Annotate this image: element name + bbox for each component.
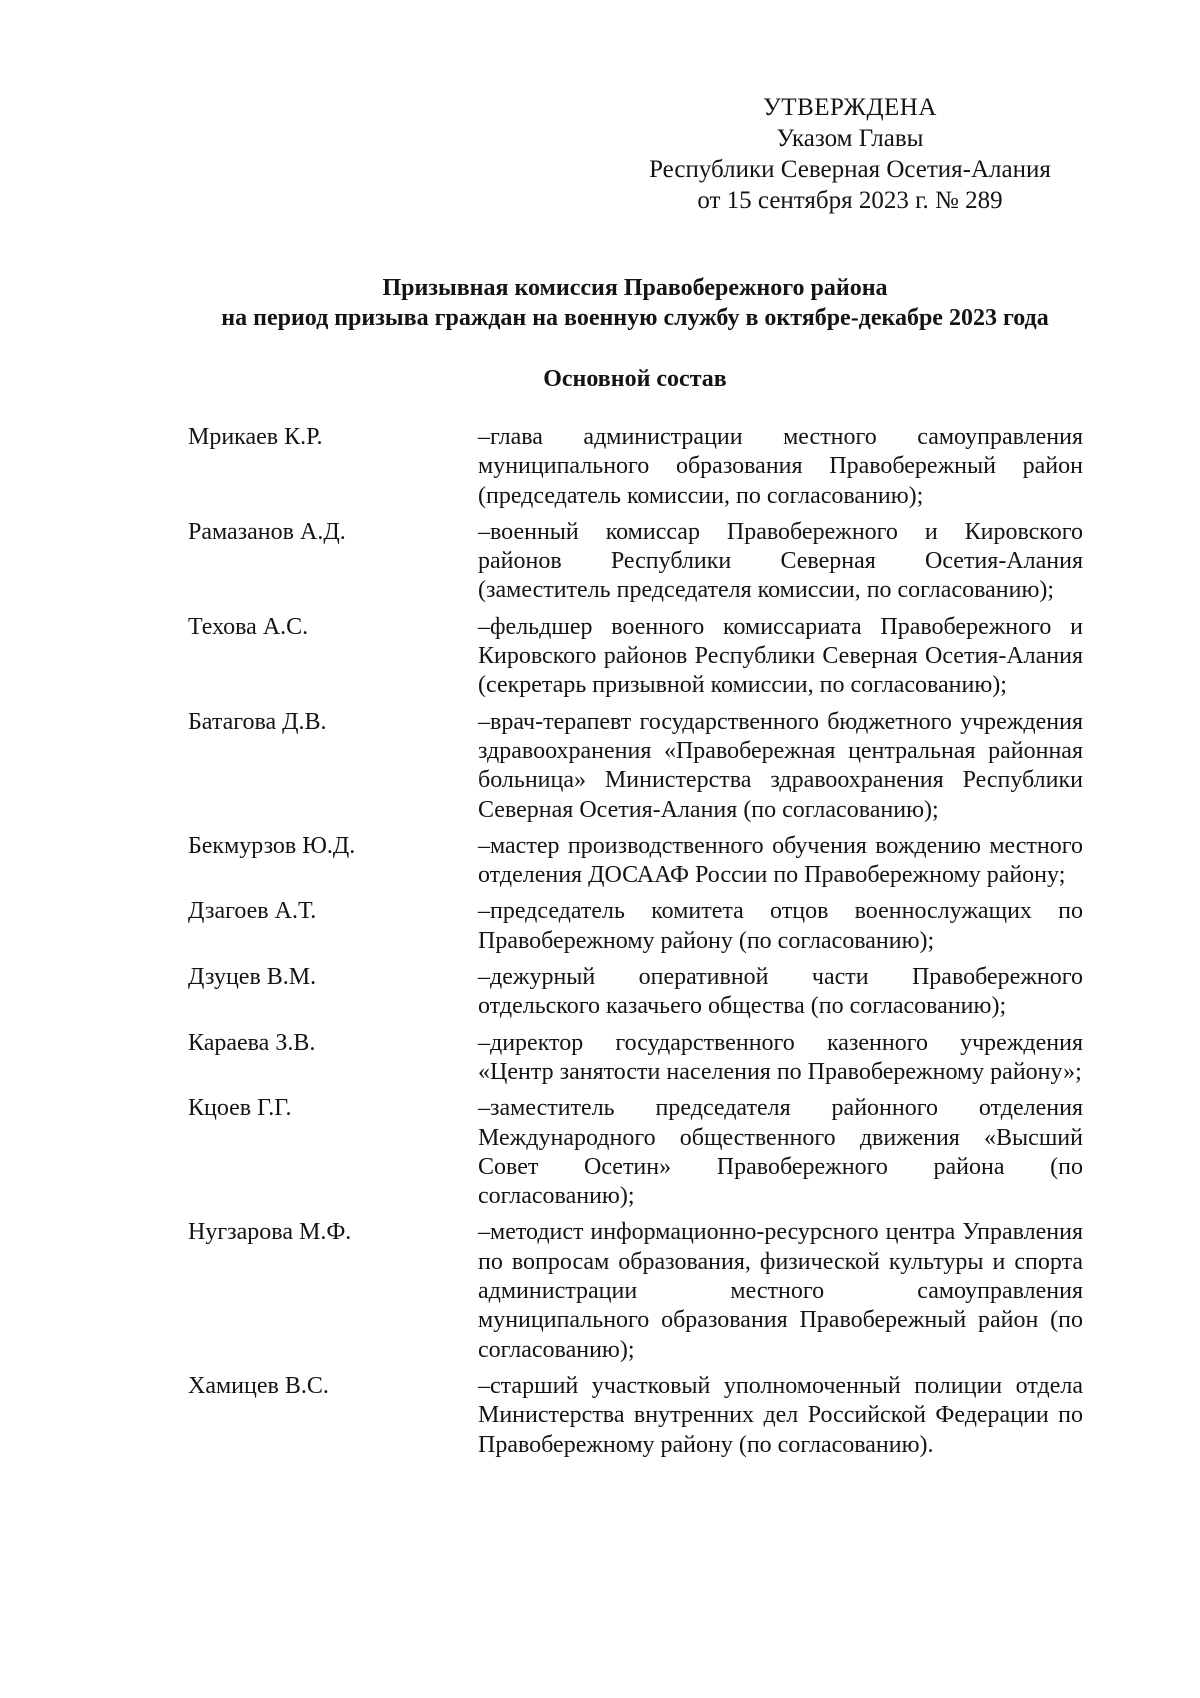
member-name: Рамазанов А.Д. [188, 518, 346, 545]
member-role: –военный комиссар Правобережного и Кировского районов Республики Северная Осетия-Алания (заместитель председателя комиссии, по согласованию); [478, 518, 1083, 604]
members-list [0, 423, 1200, 1460]
member-name: Бекмурзов Ю.Д. [188, 832, 356, 859]
member-role: –директор государственного казенного учреждения «Центр занятости населения по Правобережному району»; [478, 1029, 1083, 1085]
member-name: Караева З.В. [188, 1029, 316, 1056]
member-row [0, 1372, 1200, 1460]
member-role: –глава администрации местного самоуправления муниципального образования Правобережный район (председатель комиссии, по согласованию); [478, 424, 1083, 509]
member-row [0, 613, 1200, 701]
member-role: –фельдшер военного комиссариата Правобережного и Кировского районов Республики Северная Осетия-Алания (секретарь призывной комиссии, по согласованию); [478, 613, 1083, 699]
member-role: –мастер производственного обучения вождению местного отделения ДОСААФ России по Правобережному району; [478, 832, 1083, 889]
document-title [150, 273, 1120, 333]
document-title-line-2: на период призыва граждан на военную службу в октябре-декабре 2023 года [221, 305, 1049, 331]
member-row [0, 423, 1200, 511]
member-name: Нугзарова М.Ф. [188, 1219, 352, 1246]
member-name: Батагова Д.В. [188, 708, 327, 735]
member-role: –председатель комитета отцов военнослужащих по Правобережному району (по согласованию); [478, 898, 1083, 954]
document-title-line-1: Призывная комиссия Правобережного района [382, 275, 888, 301]
member-role: –методист информационно-ресурсного центра Управления по вопросам образования, физической культуры и спорта администрации местного самоуправления муниципального образования Правобережный район (по согласованию); [478, 1219, 1083, 1363]
member-row [0, 1029, 1200, 1088]
member-role: –врач-терапевт государственного бюджетного учреждения здравоохранения «Правобережная центральная районная больница» Министерства здравоохранения Республики Северная Осетия-Алания (по согласованию); [478, 708, 1083, 823]
section-title: Основной состав [543, 366, 727, 392]
member-role: –заместитель председателя районного отделения Международного общественного движения «Высший Совет Осетин» Правобережного района (по согласованию); [478, 1095, 1083, 1210]
member-name: Дзуцев В.М. [188, 964, 317, 991]
approval-line-1: Указом Главы [776, 125, 924, 152]
approval-stamp [600, 92, 1100, 216]
approval-line-2: Республики Северная Осетия-Алания [649, 156, 1051, 183]
member-role: –старший участковый уполномоченный полиции отдела Министерства внутренних дел Российской Федерации по Правобережному району (по согласованию). [478, 1372, 1083, 1458]
member-row [0, 708, 1200, 825]
member-role: –дежурный оперативной части Правобережного отдельского казачьего общества (по согласованию); [478, 964, 1083, 1020]
approval-head: УТВЕРЖДЕНА [763, 94, 937, 121]
approval-line-3: от 15 сентября 2023 г. № 289 [697, 187, 1003, 214]
member-row [0, 1218, 1200, 1364]
member-row [0, 1094, 1200, 1211]
member-row [0, 832, 1200, 891]
member-name: Кцоев Г.Г. [188, 1095, 292, 1122]
member-row [0, 963, 1200, 1022]
member-name: Хамицев В.С. [188, 1372, 329, 1399]
member-row [0, 518, 1200, 606]
member-row [0, 897, 1200, 956]
member-name: Дзагоев А.Т. [188, 898, 317, 925]
member-name: Техова А.С. [188, 613, 309, 640]
member-name: Мрикаев К.Р. [188, 424, 323, 450]
